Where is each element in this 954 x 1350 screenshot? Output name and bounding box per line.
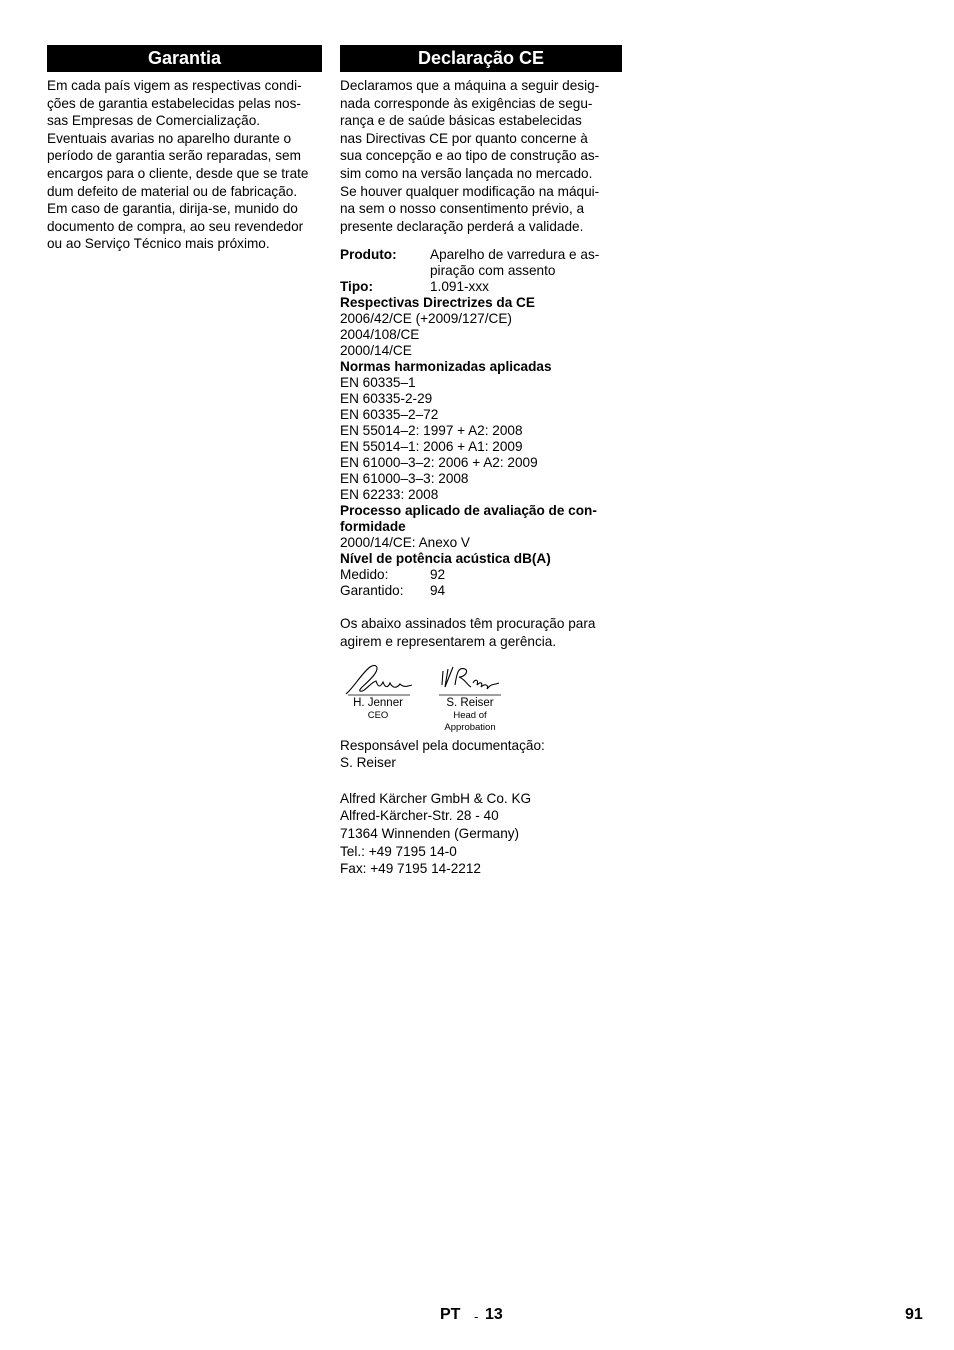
company-address (340, 790, 622, 878)
text-line: nas Directivas CE por quanto concerne à (340, 130, 588, 146)
signatures (340, 661, 622, 733)
signature-reiser (428, 661, 512, 734)
text-line: Declaramos que a máquina a seguir desig- (340, 78, 600, 93)
signatory-role: CEO (367, 709, 389, 721)
product-value (430, 247, 599, 279)
standard-item: EN 61000–3–3: 2008 (340, 471, 469, 487)
directive-item: 2000/14/CE (340, 343, 412, 359)
text-line: presente declaração perderá a validade. (340, 218, 584, 234)
address-line: Tel.: +49 7195 14-0 (340, 843, 457, 859)
signatories-text (340, 615, 622, 650)
text-line: piração com assento (430, 263, 556, 279)
measured-label: Medido: (340, 567, 389, 583)
text-line: encargos para o cliente, desde que se trate (47, 165, 309, 181)
type-label: Tipo: (340, 279, 373, 295)
text-line: ções de garantia estabelecidas pelas nos- (47, 95, 301, 111)
footer-separator: - (474, 1309, 479, 1324)
standard-item: EN 60335-2-29 (340, 391, 433, 407)
type-value: 1.091-xxx (430, 279, 489, 295)
directive-item: 2006/42/CE (+2009/127/CE) (340, 311, 512, 327)
handwritten-signature-icon (342, 661, 414, 697)
text-line: S. Reiser (340, 755, 396, 771)
warranty-heading: Garantia (47, 45, 322, 72)
standard-item: EN 60335–2–72 (340, 407, 439, 423)
standard-item: EN 61000–3–2: 2006 + A2: 2009 (340, 455, 538, 471)
standard-item: EN 55014–2: 1997 + A2: 2008 (340, 423, 523, 439)
signatory-name: S. Reiser (446, 696, 494, 709)
address-line: Fax: +49 7195 14-2212 (340, 861, 481, 877)
text-line: Responsável pela documentação: (340, 737, 545, 753)
text-line: agirem e representarem a gerência. (340, 633, 557, 649)
signatory-name: H. Jenner (353, 696, 403, 709)
text-line: documento de compra, ao seu revendedor (47, 218, 304, 234)
page-number: 91 (905, 1306, 923, 1323)
signature-jenner (342, 661, 414, 722)
text-line: rança e de saúde básicas estabelecidas (340, 113, 582, 129)
type-row (340, 279, 622, 295)
measured-row (340, 567, 622, 583)
standards-heading: Normas harmonizadas aplicadas (340, 359, 552, 375)
address-line: 71364 Winnenden (Germany) (340, 825, 520, 841)
footer-section-page: 13 (485, 1306, 503, 1323)
product-label: Produto: (340, 247, 397, 263)
text-line: ou ao Serviço Técnico mais próximo. (47, 236, 270, 252)
measured-value: 92 (430, 567, 446, 583)
text-line: Se houver qualquer modificação na máqui- (340, 183, 600, 199)
signatory-role: Head of Approbation (444, 709, 496, 733)
text-line: Eventuais avarias no aparelho durante o (47, 130, 292, 146)
directives-heading: Respectivas Directrizes da CE (340, 295, 535, 311)
warranty-text (47, 77, 322, 253)
text-line: na sem o nosso consentimento prévio, a (340, 201, 585, 217)
standard-item: EN 60335–1 (340, 375, 416, 391)
text-line: Aparelho de varredura e as- (430, 247, 600, 263)
sound-level-heading: Nível de potência acústica dB(A) (340, 551, 551, 567)
spec-block (340, 247, 622, 599)
text-line: Em cada país vigem as respectivas condi- (47, 78, 302, 93)
address-line: Alfred-Kärcher-Str. 28 - 40 (340, 808, 499, 824)
documentation-responsible (340, 737, 622, 772)
guaranteed-label: Garantido: (340, 583, 404, 599)
handwritten-signature-icon (435, 661, 505, 697)
ce-intro-text (340, 77, 622, 235)
conformity-value: 2000/14/CE: Anexo V (340, 535, 470, 551)
ce-declaration-section (340, 45, 622, 878)
text-line: Em caso de garantia, dirija-se, munido do (47, 201, 298, 217)
standard-item: EN 55014–1: 2006 + A1: 2009 (340, 439, 523, 455)
text-line: sua concepção e ao tipo de construção as- (340, 148, 600, 164)
ce-declaration-heading: Declaração CE (340, 45, 622, 72)
address-line: Alfred Kärcher GmbH & Co. KG (340, 790, 532, 806)
text-line: nada corresponde às exigências de segu- (340, 95, 593, 111)
text-line: sas Empresas de Comercialização. (47, 113, 261, 129)
text-line: dum defeito de material ou de fabricação. (47, 183, 298, 199)
conformity-heading-cont: formidade (340, 519, 406, 535)
text-line: período de garantia serão reparadas, sem (47, 148, 301, 164)
directive-item: 2004/108/CE (340, 327, 420, 343)
text-line: sim como na versão lançada no mercado. (340, 165, 593, 181)
standard-item: EN 62233: 2008 (340, 487, 439, 503)
warranty-section (47, 45, 322, 253)
guaranteed-row (340, 583, 622, 599)
text-line: Os abaixo assinados têm procuração para (340, 616, 596, 632)
product-row (340, 247, 622, 279)
footer-language: PT (440, 1306, 461, 1323)
conformity-heading: Processo aplicado de avaliação de con- (340, 503, 597, 519)
guaranteed-value: 94 (430, 583, 446, 599)
